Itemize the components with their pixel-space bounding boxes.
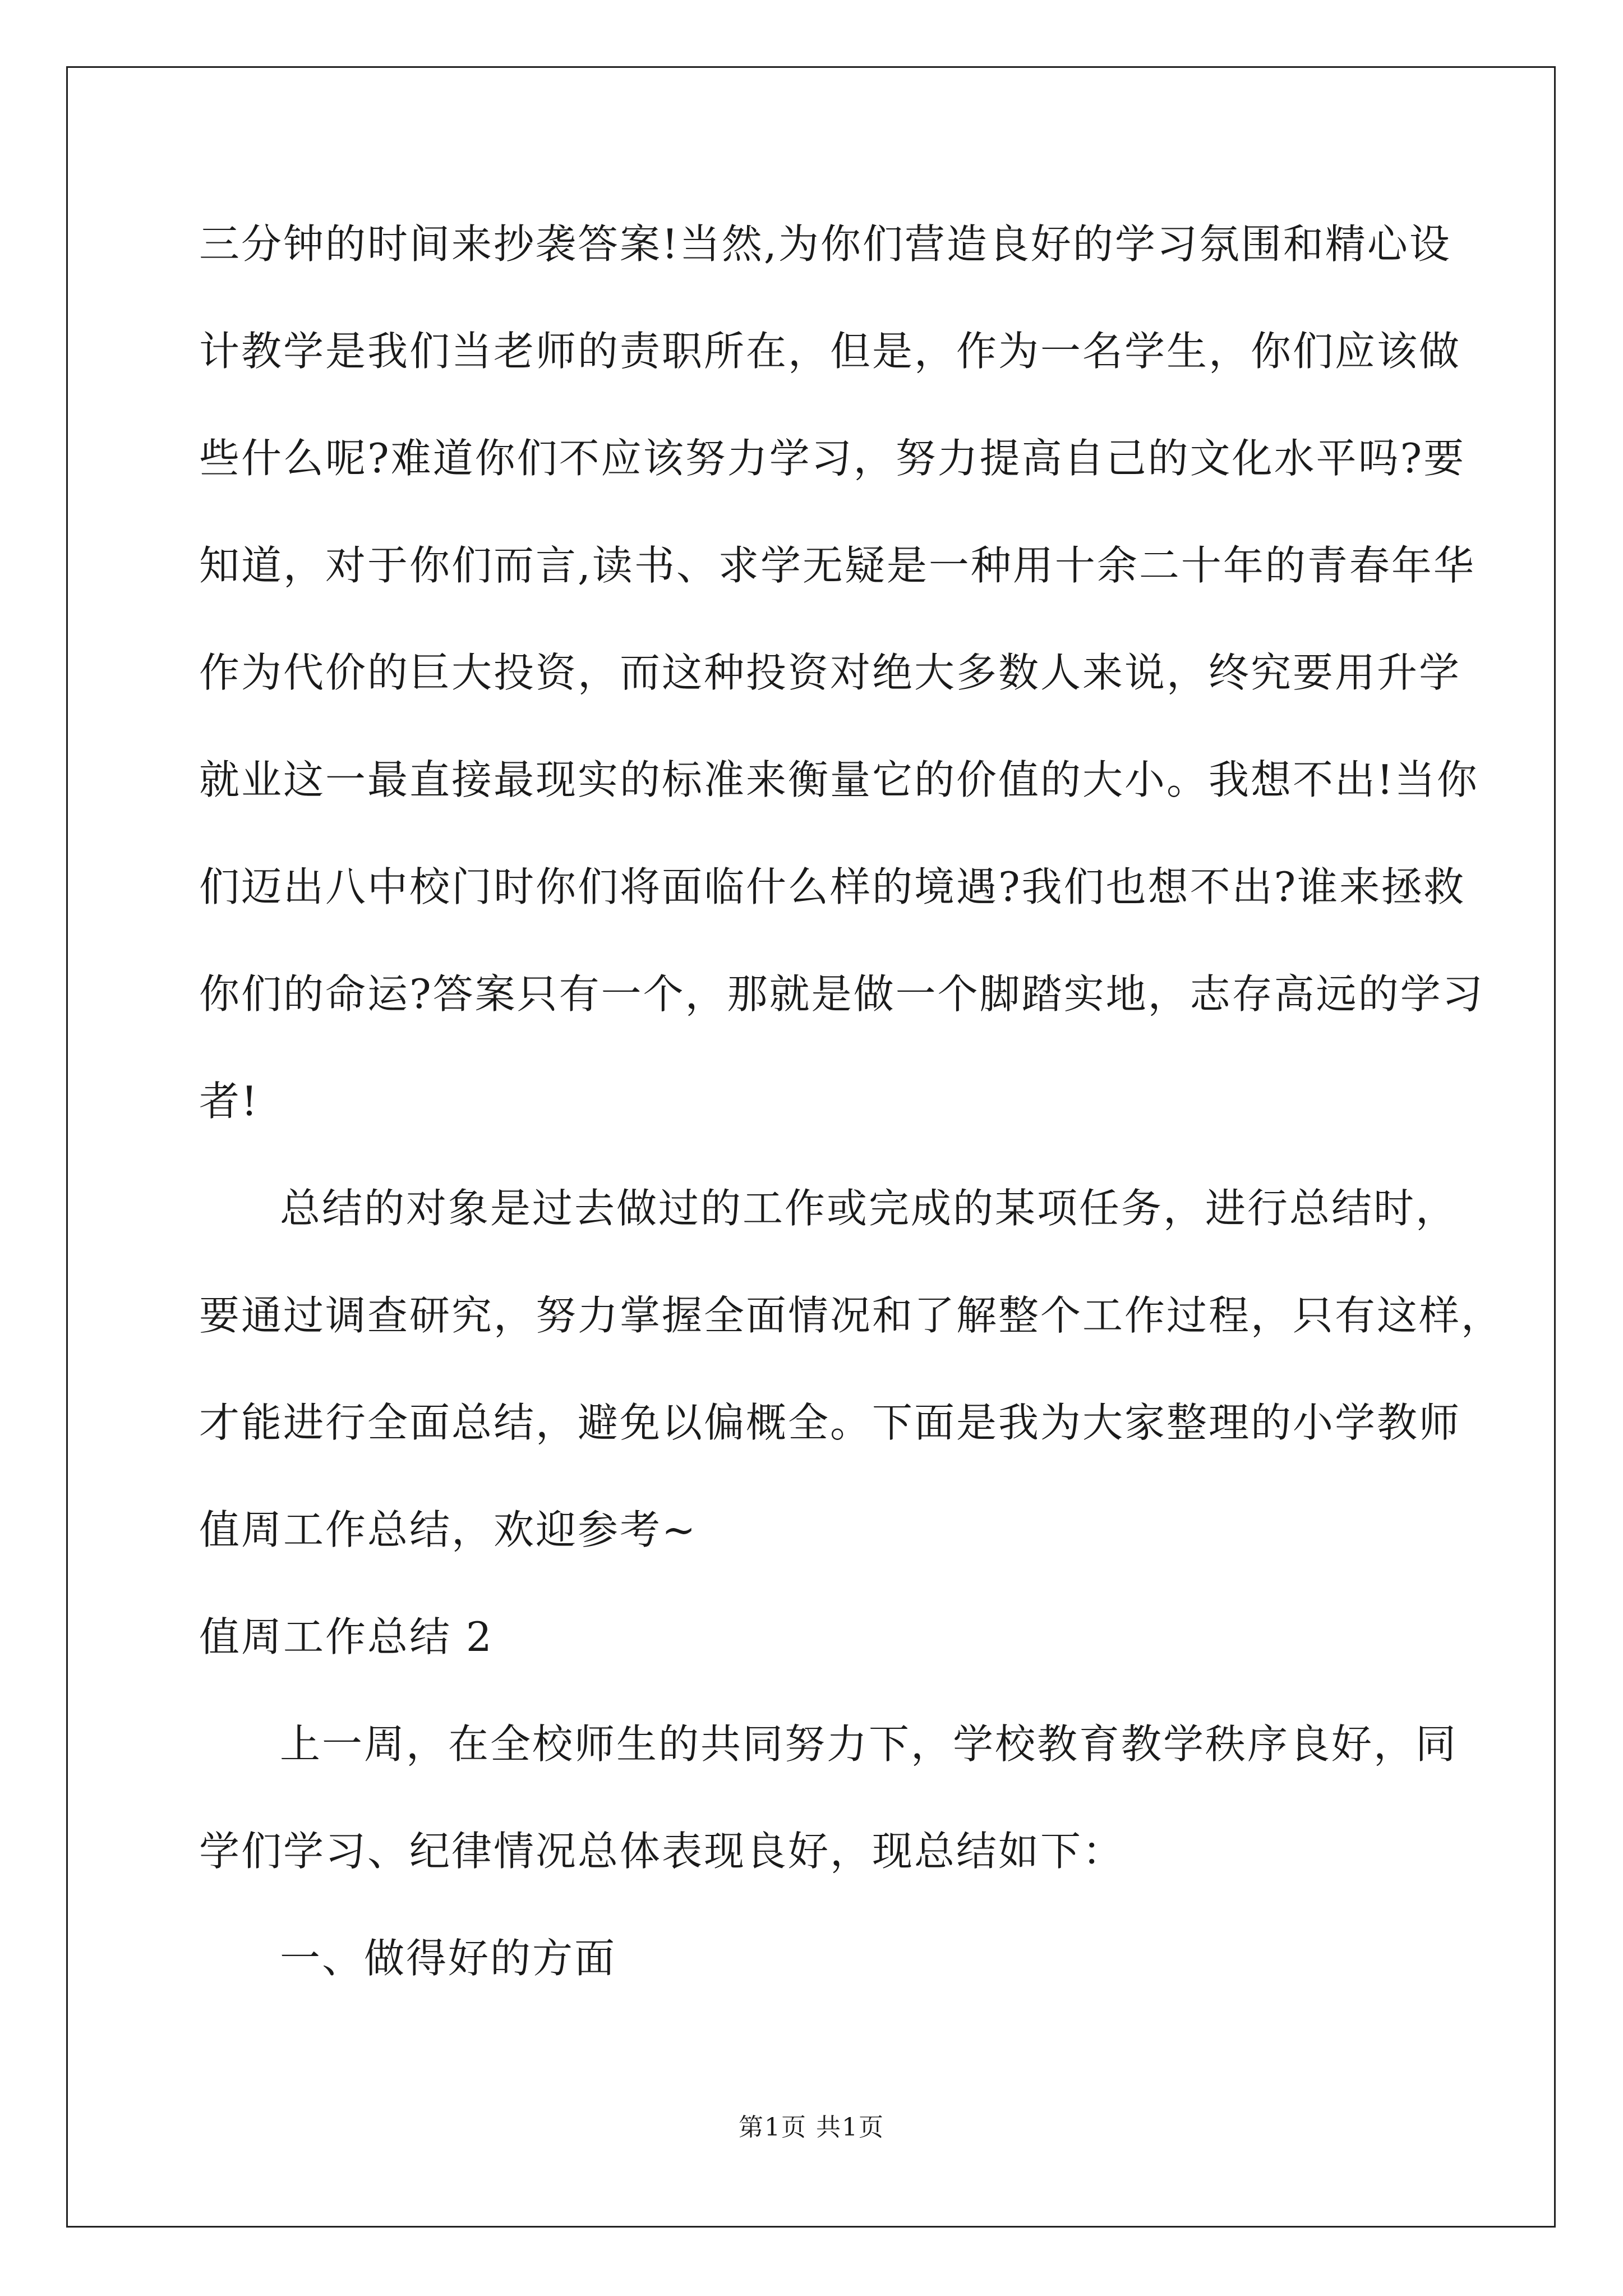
text-line: 学们学习、纪律情况总体表现良好，现总结如下： (199, 1828, 1125, 1875)
text-line: 三分钟的时间来抄袭答案!当然,为你们营造良好的学习氛围和精心设 (199, 220, 1451, 268)
text-line: 就业这一最直接最现实的标准来衡量它的价值的大小。我想不出!当你 (199, 756, 1479, 803)
paragraph-3 (199, 1720, 1458, 1936)
paragraph-2 (199, 1185, 1504, 1614)
text-line: 作为代价的巨大投资，而这种投资对绝大多数人来说，终究要用升学 (199, 649, 1461, 696)
text-line: 值周工作总结，欢迎参考~ (199, 1506, 698, 1553)
section-heading: 值周工作总结 2 (199, 1613, 494, 1660)
page-footer: 第1页 共1页 (739, 2113, 884, 2142)
text-line: 才能进行全面总结，避免以偏概全。下面是我为大家整理的小学教师 (199, 1399, 1461, 1446)
text-line: 们迈出八中校门时你们将面临什么样的境遇?我们也想不出?谁来拯救 (199, 863, 1466, 910)
text-line: 要通过调查研究，努力掌握全面情况和了解整个工作过程，只有这样， (199, 1292, 1504, 1339)
text-line: 上一周，在全校师生的共同努力下，学校教育教学秩序良好，同 (280, 1720, 1458, 1768)
paragraph-1 (199, 220, 1484, 1186)
text-line: 者! (199, 1078, 259, 1125)
document-body (199, 220, 1504, 1982)
text-line: 你们的命运?答案只有一个，那就是做一个脚踏实地，志存高远的学习 (199, 970, 1484, 1018)
text-line: 些什么呢?难道你们不应该努力学习，努力提高自己的文化水平吗?要 (199, 435, 1466, 482)
text-line: 计教学是我们当老师的责职所在，但是，作为一名学生，你们应该做 (199, 328, 1461, 375)
text-line: 知道，对于你们而言,读书、求学无疑是一种用十余二十年的青春年华 (199, 542, 1476, 589)
subsection-title: 一、做得好的方面 (280, 1935, 617, 1982)
text-line: 总结的对象是过去做过的工作或完成的某项任务，进行总结时， (280, 1185, 1458, 1232)
